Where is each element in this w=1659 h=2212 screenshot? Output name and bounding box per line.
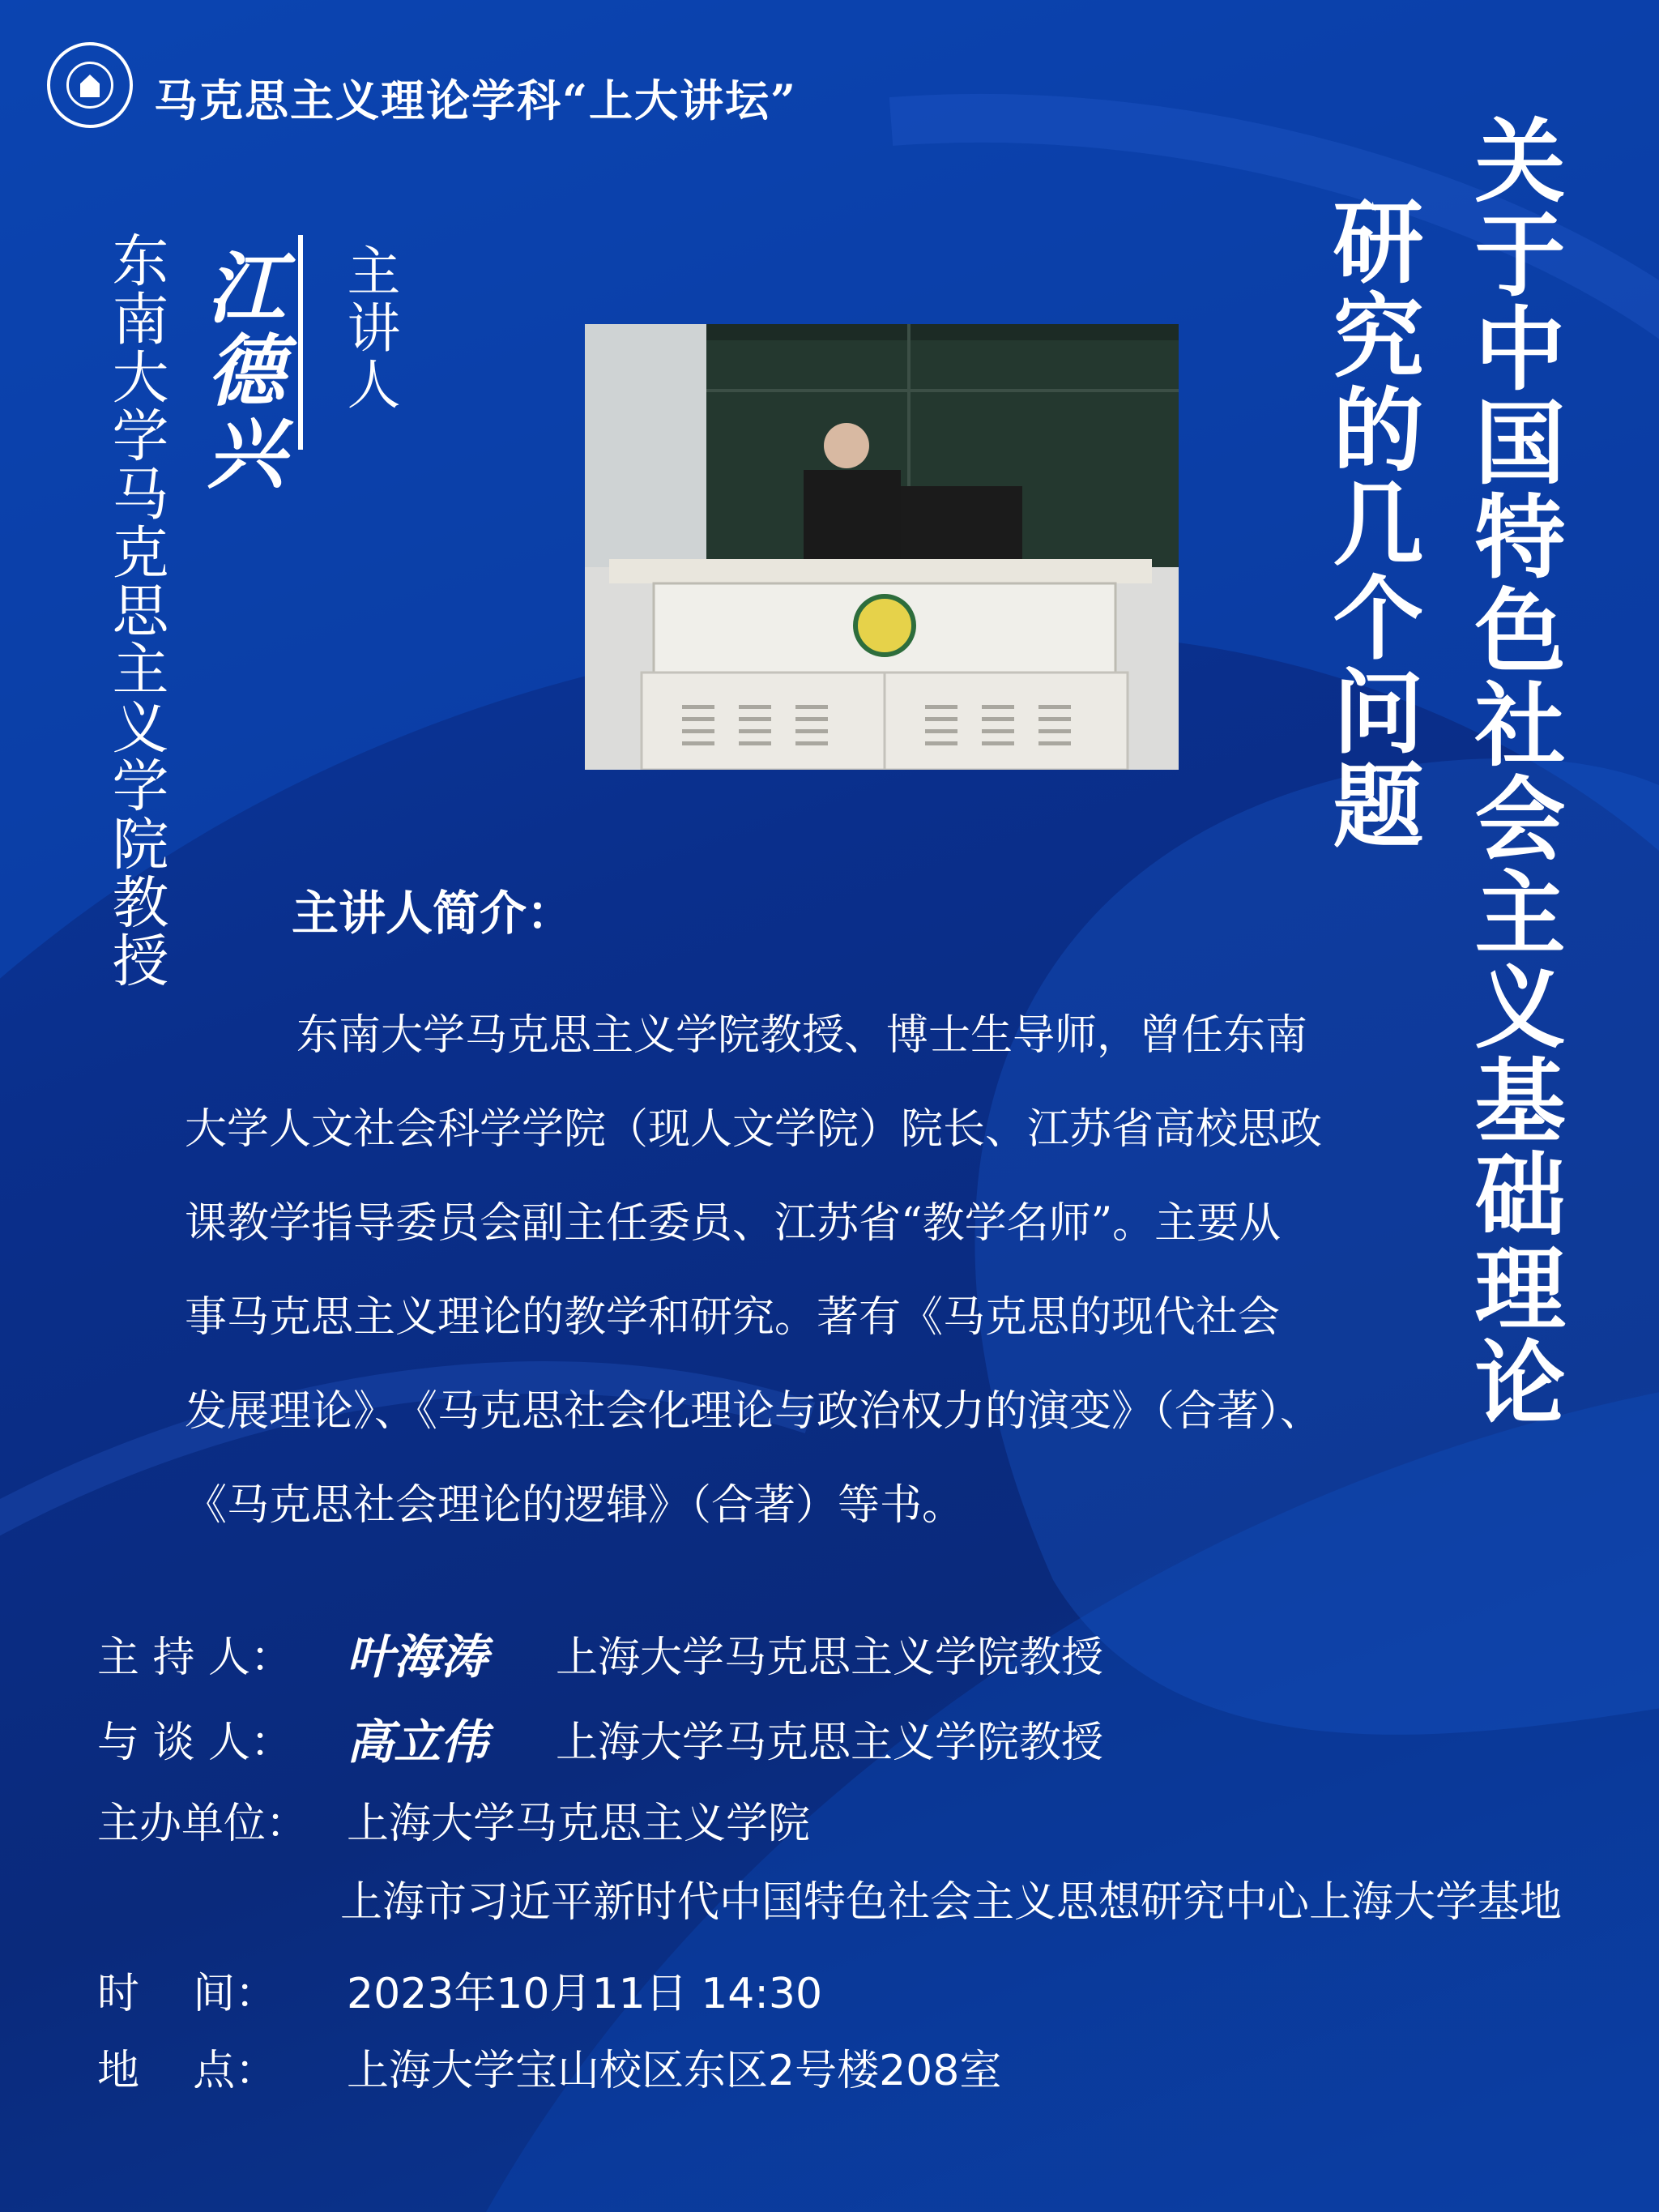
bio-line: 发展理论》、《马克思社会化理论与政治权力的演变》（合著）、 — [185, 1387, 1323, 1436]
speaker-photo-illustration — [585, 324, 1179, 770]
discussant-name: 高立伟 — [347, 1715, 488, 1770]
place-value: 上海大学宝山校区东区2号楼208室 — [347, 2046, 1002, 2095]
organizer-line1: 上海大学马克思主义学院 — [347, 1799, 811, 1848]
speaker-photo — [585, 324, 1179, 770]
lecture-subtitle: 研究的几个问题 — [1318, 194, 1424, 852]
place-row — [97, 2030, 1001, 2103]
host-row — [97, 1616, 1103, 1689]
series-title: 马克思主义理论学科“上大讲坛” — [154, 75, 798, 126]
place-label: 地 点： — [97, 2046, 278, 2095]
speaker-affiliation: 东南大学马克思主义学院教授 — [103, 231, 169, 989]
organizer-label: 主办单位： — [97, 1799, 309, 1848]
speaker-name: 江德兴 — [194, 247, 286, 495]
intro-heading: 主讲人简介： — [292, 886, 574, 941]
bio-line: 大学人文社会科学学院（现人文学院）院长、江苏省高校思政 — [185, 1105, 1323, 1154]
time-value: 2023年10月11日 14:30 — [347, 1969, 823, 2018]
discussant-row — [97, 1702, 1103, 1774]
time-row — [97, 1953, 822, 2026]
bio-line: 事马克思主义理论的教学和研究。著有《马克思的现代社会 — [185, 1293, 1281, 1342]
host-title: 上海大学马克思主义学院教授 — [556, 1633, 1104, 1682]
time-label: 时 间： — [97, 1969, 278, 2018]
speaker-divider — [298, 235, 303, 450]
speaker-role-label: 主讲人 — [338, 243, 400, 413]
discussant-label: 与 谈 人： — [97, 1718, 293, 1767]
organizer-row — [97, 1783, 810, 1855]
host-label: 主 持 人： — [97, 1633, 293, 1682]
speaker-bio — [185, 989, 1323, 1552]
host-name: 叶海涛 — [347, 1629, 488, 1685]
bio-line: 东南大学马克思主义学院教授、博士生导师，曾任东南 — [296, 1011, 1308, 1060]
discussant-title: 上海大学马克思主义学院教授 — [556, 1718, 1104, 1767]
lecture-title: 关于中国特色社会主义基础理论 — [1460, 113, 1566, 1429]
university-seal-icon — [47, 42, 133, 128]
organizer-line2: 上海市习近平新时代中国特色社会主义思想研究中心上海大学基地 — [340, 1878, 1563, 1927]
bio-line: 课教学指导委员会副主任委员、江苏省“教学名师”。主要从 — [185, 1199, 1282, 1248]
bio-line: 《马克思社会理论的逻辑》（合著）等书。 — [185, 1481, 965, 1530]
